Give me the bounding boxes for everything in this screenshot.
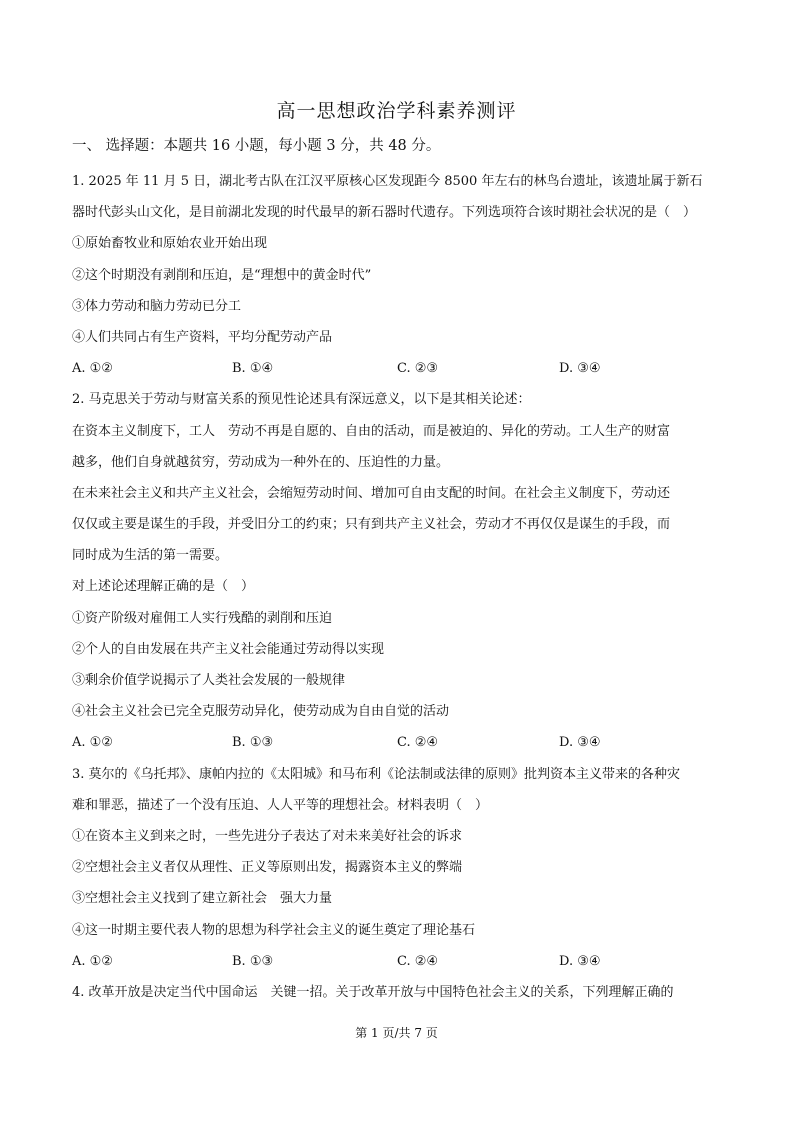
section-heading: 一、 选择题：本题共 16 小题，每小题 3 分，共 48 分。 [72,138,441,154]
question-stem-line: 3. 莫尔的《乌托邦》、康帕内拉的《太阳城》和马布利《论法制或法律的原则》批判资本主义带来的各种灾 [72,766,681,782]
questions-list [72,166,727,1008]
statement-item: ①资产阶级对雇佣工人实行残酷的剥削和压迫 [72,610,333,626]
question-stem-line: 对上述论述理解正确的是（ ） [72,579,255,595]
statement-item: ①原始畜牧业和原始农业开始出现 [72,236,268,252]
question-3 [72,759,727,977]
question-stem-line: 器时代彭头山文化，是目前湖北发现的时代最早的新石器时代遗存。下列选项符合该时期社会状况的是（ ） [72,205,697,221]
answer-option-a[interactable]: A. ①② [72,953,113,969]
answer-option-d[interactable]: D. ③④ [559,361,601,377]
answer-option-d[interactable]: D. ③④ [559,953,601,969]
question-4 [72,977,727,1008]
question-stem-line: 在未来社会主义和共产主义社会，会缩短劳动时间、增加可自由支配的时间。在社会主义制度下，劳动还 [72,485,671,501]
question-stem-line: 2. 马克思关于劳动与财富关系的预见性论述具有深远意义，以下是其相关论述： [72,392,531,408]
question-stem-line: 仅仅或主要是谋生的手段，并受旧分工的约束；只有到共产主义社会，劳动才不再仅仅是谋生的手段，而 [72,517,671,533]
statement-item: ④人们共同占有生产资料，平均分配劳动产品 [72,329,333,345]
statement-item: ④社会主义社会已完全克服劳动异化，使劳动成为自由自觉的活动 [72,704,450,720]
question-stem-line: 难和罪恶，描述了一个没有压迫、人人平等的理想社会。材料表明（ ） [72,797,489,813]
question-2 [72,384,727,758]
page-number: 第 1 页/共 7 页 [355,1026,438,1040]
answer-option-d[interactable]: D. ③④ [559,735,601,751]
question-stem-line: 在资本主义制度下，工人 劳动不再是自愿的、自由的活动，而是被迫的、异化的劳动。工人生产的财富 [72,423,671,439]
answer-option-b[interactable]: B. ①③ [232,953,274,969]
page-title: 高一思想政治学科素养测评 [276,100,517,122]
statement-item: ②空想社会主义者仅从理性、正义等原则出发，揭露资本主义的弊端 [72,860,463,876]
answer-option-b[interactable]: B. ①④ [232,361,274,377]
question-1 [72,166,727,384]
answer-option-b[interactable]: B. ①③ [232,735,274,751]
statement-item: ②这个时期没有剥削和压迫，是“理想中的黄金时代” [72,267,372,283]
answer-option-a[interactable]: A. ①② [72,735,113,751]
answer-option-c[interactable]: C. ②④ [397,735,439,751]
answer-options [72,353,727,384]
answer-option-a[interactable]: A. ①② [72,361,113,377]
answer-options [72,727,727,758]
statement-item: ④这一时期主要代表人物的思想为科学社会主义的诞生奠定了理论基石 [72,922,476,938]
question-stem-line: 1. 2025 年 11 月 5 日，湖北考古队在江汉平原核心区发现距今 8500 年左右的林鸟台遗址，该遗址属于新石 [72,174,703,189]
question-stem-line: 同时成为生活的第一需要。 [72,548,229,564]
statement-item: ①在资本主义到来之时，一些先进分子表达了对未来美好社会的诉求 [72,828,463,844]
question-stem-line: 4. 改革开放是决定当代中国命运 关键一招。关于改革开放与中国特色社会主义的关系，下列理解正确的 [72,984,674,1000]
question-stem-line: 越多，他们自身就越贫穷，劳动成为一种外在的、压迫性的力量。 [72,454,450,470]
answer-options [72,946,727,977]
answer-option-c[interactable]: C. ②④ [397,953,439,969]
answer-option-c[interactable]: C. ②③ [397,361,439,377]
statement-item: ③剩余价值学说揭示了人类社会发展的一般规律 [72,673,346,688]
statement-item: ③体力劳动和脑力劳动已分工 [72,298,242,314]
statement-item: ②个人的自由发展在共产主义社会能通过劳动得以实现 [72,641,385,657]
statement-item: ③空想社会主义找到了建立新社会 强大力量 [72,891,333,907]
